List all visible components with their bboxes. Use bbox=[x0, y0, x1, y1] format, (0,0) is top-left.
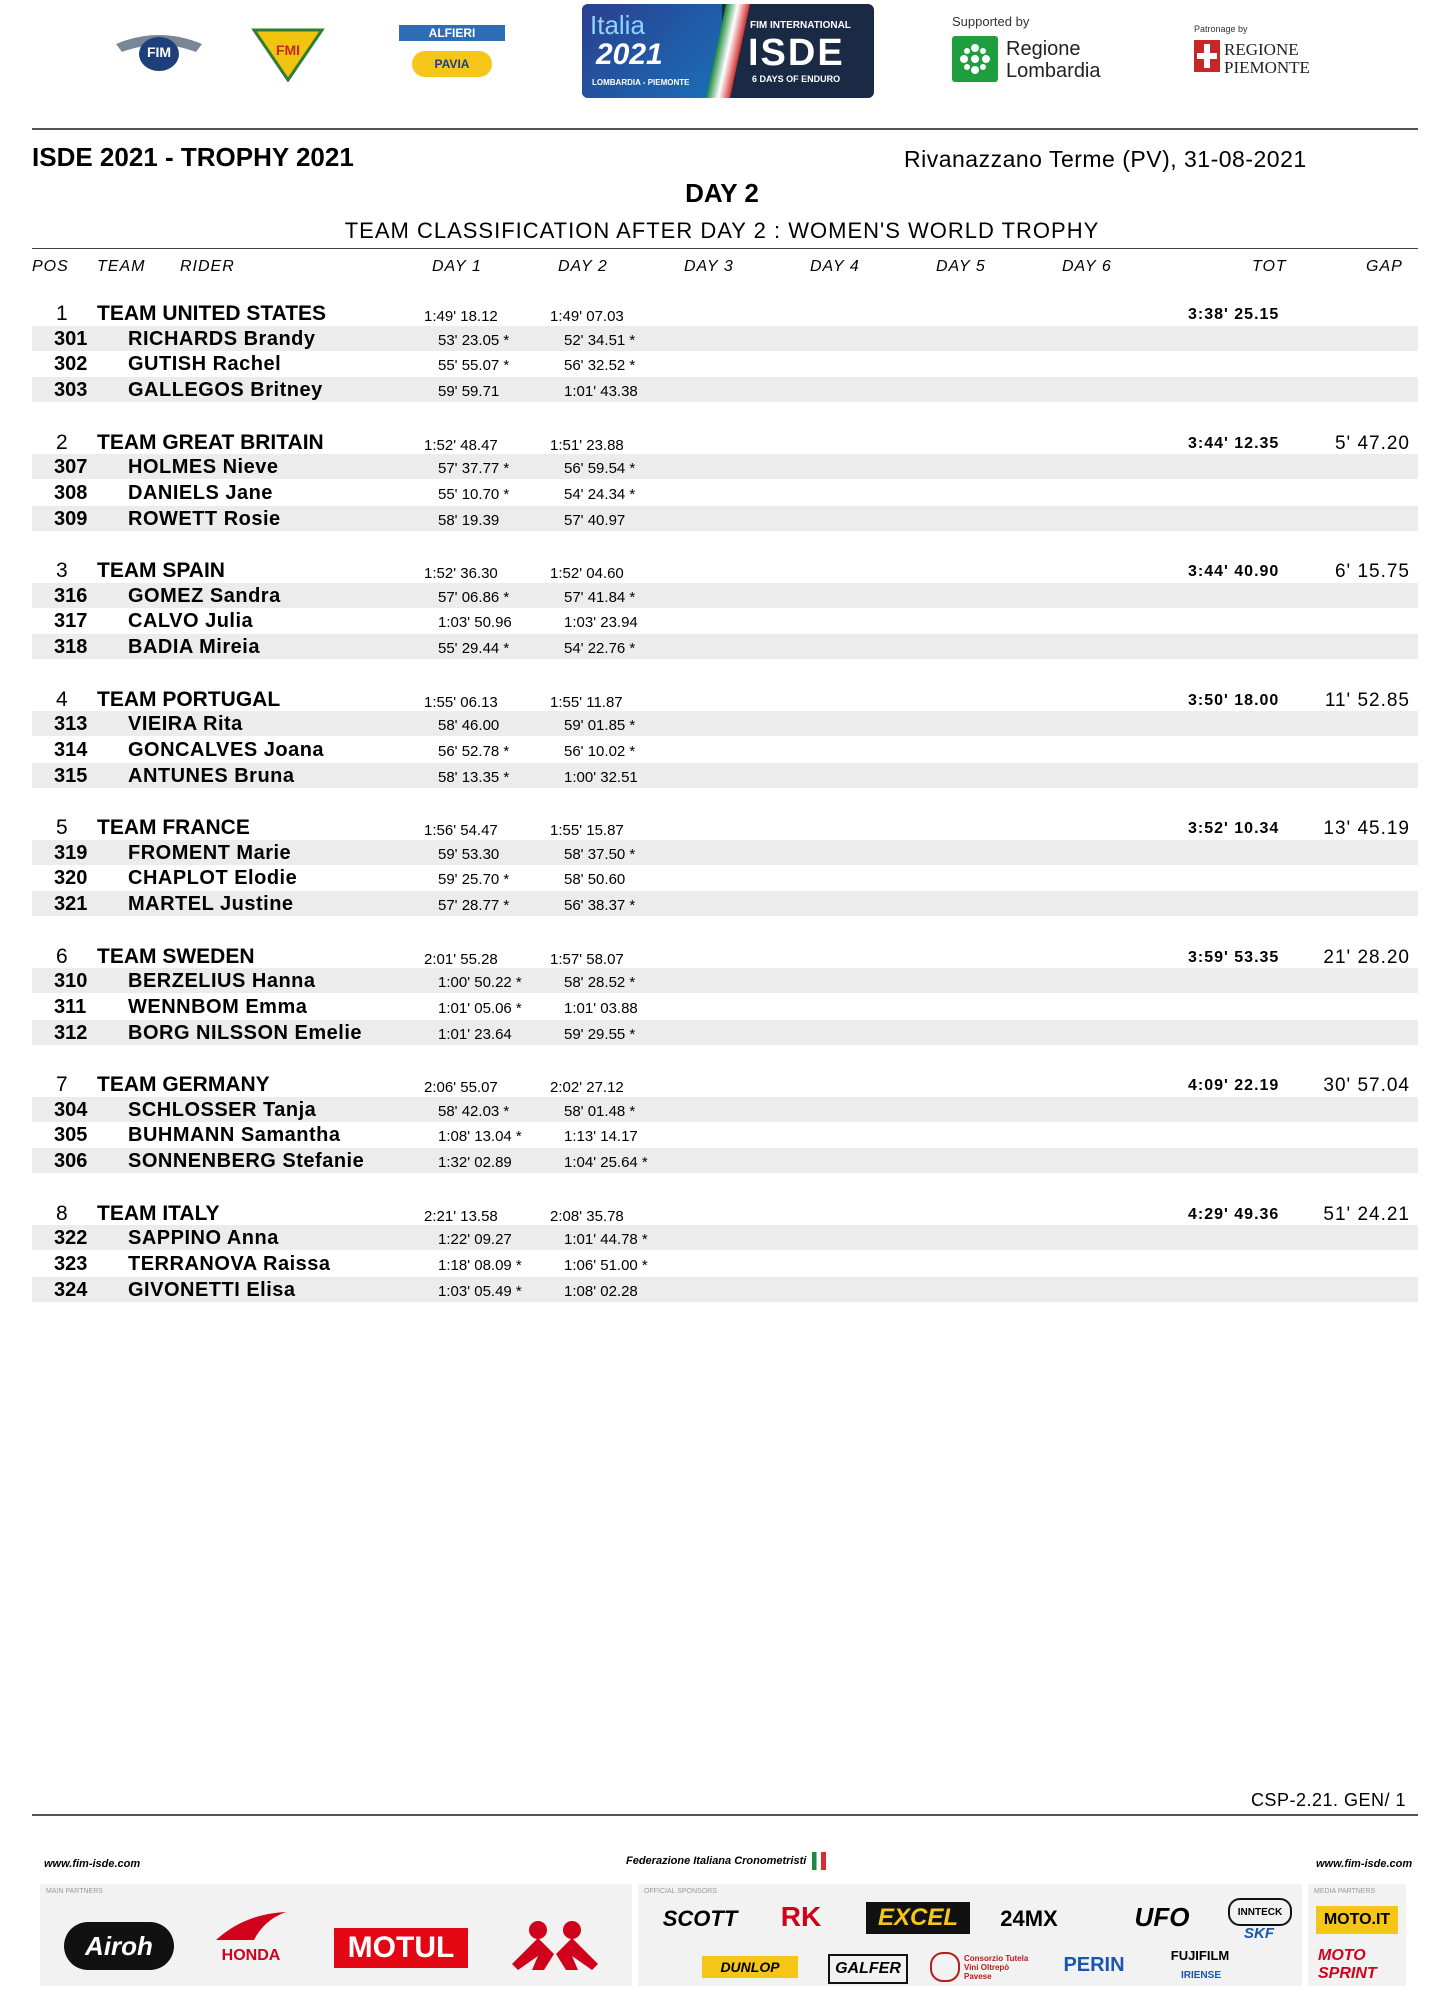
rider-day1-time: 58' 19.39 bbox=[438, 511, 500, 529]
team-row bbox=[32, 1200, 1418, 1225]
header-rule bbox=[32, 128, 1418, 130]
rider-row bbox=[32, 1122, 1418, 1147]
event-title: ISDE 2021 - TROPHY 2021 bbox=[32, 142, 354, 172]
regione-lombardia-logo: Supported by Regione Lombardia bbox=[952, 14, 1101, 82]
rider-number: 315 bbox=[54, 764, 88, 787]
team-day2-time: 2:08' 35.78 bbox=[550, 1207, 624, 1225]
team-position: 8 bbox=[56, 1201, 68, 1225]
rider-number: 301 bbox=[54, 327, 88, 350]
airoh-logo: Airoh bbox=[64, 1922, 174, 1970]
rider-row bbox=[32, 994, 1418, 1019]
team-day1-time: 1:55' 06.13 bbox=[424, 693, 498, 711]
team-total-time: 4:09' 22.19 bbox=[1188, 1077, 1280, 1094]
rider-day2-time: 58' 50.60 bbox=[564, 871, 626, 889]
col-pos: POS bbox=[32, 258, 69, 275]
main-partners-label: MAIN PARTNERS bbox=[46, 1888, 103, 1895]
col-day4: DAY 4 bbox=[810, 258, 860, 275]
consorzio-emblem-icon bbox=[930, 1952, 960, 1982]
rider-day1-time: 1:03' 50.96 bbox=[438, 614, 512, 632]
rider-day1-time: 57' 37.77 * bbox=[438, 460, 510, 478]
kappa-logo bbox=[508, 1916, 602, 1972]
rider-day1-time: 58' 42.03 * bbox=[438, 1102, 510, 1120]
rider-day2-time: 1:01' 03.88 bbox=[564, 999, 638, 1017]
team-gap: 11' 52.85 bbox=[1324, 689, 1410, 711]
rider-row bbox=[32, 865, 1418, 890]
rider-number: 314 bbox=[54, 738, 88, 761]
galfer-logo: GALFER bbox=[828, 1954, 908, 1984]
rider-day2-time: 54' 22.76 * bbox=[564, 640, 636, 658]
rider-name: WENNBOM Emma bbox=[128, 995, 308, 1018]
rider-row bbox=[32, 1097, 1418, 1122]
team-name: TEAM PORTUGAL bbox=[97, 687, 281, 711]
rider-number: 309 bbox=[54, 507, 88, 530]
rider-name: ANTUNES Bruna bbox=[128, 764, 295, 787]
rider-day2-time: 1:01' 43.38 bbox=[564, 383, 638, 401]
rider-day2-time: 1:13' 14.17 bbox=[564, 1128, 638, 1146]
rider-row bbox=[32, 891, 1418, 916]
rider-day1-time: 1:08' 13.04 * bbox=[438, 1128, 522, 1146]
rider-day2-time: 56' 10.02 * bbox=[564, 742, 636, 760]
rider-name: BORG NILSSON Emelie bbox=[128, 1021, 362, 1044]
rider-number: 302 bbox=[54, 353, 88, 376]
rider-name: HOLMES Nieve bbox=[128, 456, 279, 479]
team-name: TEAM GERMANY bbox=[97, 1073, 270, 1096]
scott-logo: SCOTT bbox=[662, 1906, 738, 1931]
team-total-time: 4:29' 49.36 bbox=[1188, 1205, 1280, 1223]
rider-day2-time: 57' 40.97 bbox=[564, 511, 626, 529]
isde-italia-2021-logo: Italia 2021 LOMBARDIA - PIEMONTE FIM INTERNATIONAL ISDE 6 DAYS OF ENDURO bbox=[582, 4, 874, 98]
team-row bbox=[32, 429, 1418, 454]
rider-day2-time: 1:04' 25.64 * bbox=[564, 1154, 648, 1172]
team-gap: 51' 24.21 bbox=[1323, 1203, 1410, 1225]
site-left: www.fim-isde.com bbox=[44, 1858, 141, 1870]
media-partners-label: MEDIA PARTNERS bbox=[1314, 1888, 1376, 1895]
rider-day1-time: 57' 06.86 * bbox=[438, 588, 510, 606]
rider-day2-time: 52' 34.51 * bbox=[564, 331, 636, 349]
alfieri-pavia-logo: ALFIERI PAVIA bbox=[398, 20, 506, 82]
site-right: www.fim-isde.com bbox=[1316, 1858, 1413, 1870]
skf-logo: SKF bbox=[1244, 1924, 1274, 1942]
team-day1-time: 1:49' 18.12 bbox=[424, 308, 498, 325]
rider-day2-time: 58' 28.52 * bbox=[564, 974, 636, 992]
team-name: TEAM SWEDEN bbox=[97, 944, 255, 968]
rider-day1-time: 1:03' 05.49 * bbox=[438, 1282, 522, 1300]
rider-number: 308 bbox=[54, 481, 88, 504]
rider-number: 307 bbox=[54, 456, 88, 479]
rider-day2-time: 59' 29.55 * bbox=[564, 1025, 636, 1043]
rider-row bbox=[32, 506, 1418, 531]
team-total-time: 3:59' 53.35 bbox=[1188, 948, 1280, 966]
rider-row bbox=[32, 711, 1418, 736]
team-gap: 21' 28.20 bbox=[1323, 946, 1410, 968]
team-position: 7 bbox=[56, 1073, 68, 1096]
rider-day2-time: 56' 32.52 * bbox=[564, 357, 636, 375]
rider-day1-time: 53' 23.05 * bbox=[438, 331, 510, 349]
rider-day1-time: 59' 25.70 * bbox=[438, 871, 510, 889]
team-position: 3 bbox=[56, 559, 68, 582]
rider-name: ROWETT Rosie bbox=[128, 507, 281, 530]
rider-name: CHAPLOT Elodie bbox=[128, 867, 298, 890]
consorzio-logo: Consorzio Tutela Vini Oltrepò Pavese bbox=[930, 1950, 1034, 1984]
honda-wing-icon bbox=[214, 1910, 288, 1944]
team-position: 4 bbox=[56, 687, 68, 711]
team-row bbox=[32, 300, 1418, 325]
rider-row bbox=[32, 1020, 1418, 1045]
rider-number: 303 bbox=[54, 379, 88, 402]
col-day1: DAY 1 bbox=[432, 258, 482, 275]
rider-number: 318 bbox=[54, 636, 88, 659]
team-position: 2 bbox=[56, 430, 68, 454]
rider-name: SAPPINO Anna bbox=[128, 1227, 279, 1250]
rider-day2-time: 1:08' 02.28 bbox=[564, 1282, 638, 1300]
team-day2-time: 1:55' 15.87 bbox=[550, 822, 624, 839]
honda-logo: HONDA bbox=[221, 1947, 281, 1964]
rider-name: GALLEGOS Britney bbox=[128, 379, 323, 402]
rider-day2-time: 58' 37.50 * bbox=[564, 845, 636, 863]
team-row bbox=[32, 557, 1418, 582]
motosprint-logo: MOTO SPRINT bbox=[1318, 1947, 1377, 1982]
col-gap: GAP bbox=[1366, 258, 1403, 275]
location-date: Rivanazzano Terme (PV), 31-08-2021 bbox=[904, 146, 1307, 172]
team-name: TEAM SPAIN bbox=[97, 559, 225, 582]
rider-number: 317 bbox=[54, 610, 88, 633]
rider-name: DANIELS Jane bbox=[128, 481, 273, 504]
rider-day2-time: 56' 59.54 * bbox=[564, 460, 636, 478]
team-total-time: 3:44' 12.35 bbox=[1188, 434, 1280, 452]
rider-day1-time: 1:01' 05.06 * bbox=[438, 999, 522, 1017]
day-title: DAY 2 bbox=[685, 178, 759, 208]
col-tot: TOT bbox=[1252, 258, 1287, 275]
rider-name: GONCALVES Joana bbox=[128, 738, 325, 761]
federation: Federazione Italiana Cronometristi bbox=[626, 1852, 826, 1870]
rider-row bbox=[32, 1251, 1418, 1276]
rider-name: GOMEZ Sandra bbox=[128, 584, 281, 607]
col-day6: DAY 6 bbox=[1062, 258, 1112, 275]
rider-day1-time: 1:01' 23.64 bbox=[438, 1025, 512, 1043]
rider-name: TERRANOVA Raissa bbox=[128, 1252, 331, 1275]
col-day3: DAY 3 bbox=[684, 258, 734, 275]
rider-day2-time: 54' 24.34 * bbox=[564, 485, 636, 503]
team-gap: 6' 15.75 bbox=[1334, 561, 1410, 582]
rider-day2-time: 56' 38.37 * bbox=[564, 897, 636, 915]
team-total-time: 3:52' 10.34 bbox=[1188, 820, 1280, 837]
motoit-logo: MOTO.IT bbox=[1316, 1906, 1398, 1934]
official-sponsors-label: OFFICIAL SPONSORS bbox=[644, 1888, 717, 1895]
rider-number: 320 bbox=[54, 867, 88, 890]
rider-number: 319 bbox=[54, 841, 88, 864]
rider-day2-time: 1:00' 32.51 bbox=[564, 768, 638, 786]
24mx-logo: 24MX bbox=[1000, 1906, 1058, 1931]
rider-row bbox=[32, 763, 1418, 788]
rider-row bbox=[32, 737, 1418, 762]
rider-number: 316 bbox=[54, 584, 88, 607]
rider-number: 323 bbox=[54, 1252, 88, 1275]
rider-day2-time: 1:01' 44.78 * bbox=[564, 1231, 648, 1249]
rider-row bbox=[32, 377, 1418, 402]
rider-day2-time: 58' 01.48 * bbox=[564, 1102, 636, 1120]
team-day1-time: 2:06' 55.07 bbox=[424, 1079, 498, 1096]
rk-logo: RK bbox=[780, 1901, 822, 1932]
rider-day1-time: 59' 53.30 bbox=[438, 845, 500, 863]
rider-number: 311 bbox=[54, 995, 87, 1018]
footer-rule bbox=[32, 1814, 1418, 1816]
team-day2-time: 1:49' 07.03 bbox=[550, 308, 624, 325]
rider-day1-time: 58' 13.35 * bbox=[438, 768, 510, 786]
rider-name: VIEIRA Rita bbox=[128, 713, 243, 736]
col-day2: DAY 2 bbox=[558, 258, 608, 275]
rider-row bbox=[32, 1225, 1418, 1250]
title-rule bbox=[32, 248, 1418, 249]
rider-row bbox=[32, 326, 1418, 351]
rider-row bbox=[32, 583, 1418, 608]
rider-row bbox=[32, 634, 1418, 659]
rider-name: SCHLOSSER Tanja bbox=[128, 1098, 317, 1121]
rider-name: BUHMANN Samantha bbox=[128, 1124, 341, 1147]
team-day2-time: 1:55' 11.87 bbox=[550, 693, 623, 711]
team-day1-time: 2:21' 13.58 bbox=[424, 1207, 498, 1225]
iriense-logo: IRIENSE bbox=[1180, 1969, 1221, 1981]
team-name: TEAM GREAT BRITAIN bbox=[97, 430, 324, 454]
team-position: 5 bbox=[56, 816, 68, 839]
team-day2-time: 1:51' 23.88 bbox=[550, 436, 624, 454]
rider-row bbox=[32, 454, 1418, 479]
team-total-time: 3:38' 25.15 bbox=[1188, 306, 1280, 323]
rider-number: 322 bbox=[54, 1227, 88, 1250]
col-day5: DAY 5 bbox=[936, 258, 986, 275]
classification-title: TEAM CLASSIFICATION AFTER DAY 2 : WOMEN'S WORLD TROPHY bbox=[344, 218, 1100, 243]
rider-day2-time: 1:03' 23.94 bbox=[564, 614, 638, 632]
team-row bbox=[32, 686, 1418, 711]
fmi-logo: FMI bbox=[250, 22, 326, 82]
perin-logo: PERIN bbox=[1063, 1953, 1125, 1976]
rider-name: CALVO Julia bbox=[128, 610, 254, 633]
ufo-logo: UFO bbox=[1134, 1901, 1190, 1932]
rider-day1-time: 59' 59.71 bbox=[438, 383, 500, 401]
team-total-time: 3:44' 40.90 bbox=[1188, 563, 1280, 580]
regione-piemonte-logo: Patronage by REGIONE PIEMONTE bbox=[1194, 24, 1310, 77]
rider-number: 304 bbox=[54, 1098, 88, 1121]
team-day1-time: 1:52' 48.47 bbox=[424, 436, 498, 454]
rider-number: 324 bbox=[54, 1278, 88, 1301]
team-position: 1 bbox=[56, 302, 68, 325]
rider-number: 305 bbox=[54, 1124, 88, 1147]
team-row bbox=[32, 943, 1418, 968]
rider-number: 310 bbox=[54, 970, 88, 993]
rider-day2-time: 57' 41.84 * bbox=[564, 588, 636, 606]
team-position: 6 bbox=[56, 944, 68, 968]
team-total-time: 3:50' 18.00 bbox=[1188, 691, 1280, 709]
dunlop-logo: DUNLOP bbox=[702, 1956, 798, 1978]
rider-day1-time: 1:00' 50.22 * bbox=[438, 974, 522, 992]
team-day2-time: 2:02' 27.12 bbox=[550, 1079, 624, 1096]
page-code: CSP-2.21. GEN/ 1 bbox=[1250, 1790, 1406, 1810]
rider-number: 321 bbox=[54, 893, 88, 916]
rider-row bbox=[32, 608, 1418, 633]
rider-row bbox=[32, 351, 1418, 376]
rider-day2-time: 59' 01.85 * bbox=[564, 717, 636, 735]
flag-icon bbox=[812, 1852, 826, 1870]
team-day1-time: 2:01' 55.28 bbox=[424, 950, 498, 968]
rider-day1-time: 55' 29.44 * bbox=[438, 640, 510, 658]
rider-name: RICHARDS Brandy bbox=[128, 327, 316, 350]
rider-name: GIVONETTI Elisa bbox=[128, 1278, 296, 1301]
rider-day1-time: 55' 10.70 * bbox=[438, 485, 510, 503]
team-day2-time: 1:57' 58.07 bbox=[550, 950, 624, 968]
team-row bbox=[32, 814, 1418, 839]
team-name: TEAM UNITED STATES bbox=[97, 302, 327, 325]
rider-row bbox=[32, 968, 1418, 993]
fujifilm-logo: FUJIFILM bbox=[1170, 1947, 1230, 1963]
team-name: TEAM ITALY bbox=[97, 1201, 220, 1225]
rider-number: 306 bbox=[54, 1150, 88, 1173]
rider-day1-time: 56' 52.78 * bbox=[438, 742, 510, 760]
rider-day1-time: 55' 55.07 * bbox=[438, 357, 510, 375]
rider-name: BERZELIUS Hanna bbox=[128, 970, 316, 993]
col-rider: RIDER bbox=[180, 258, 235, 275]
team-gap: 13' 45.19 bbox=[1323, 818, 1410, 839]
motul-logo: MOTUL bbox=[334, 1928, 468, 1968]
rider-row bbox=[32, 840, 1418, 865]
team-day1-time: 1:52' 36.30 bbox=[424, 565, 498, 582]
rider-number: 313 bbox=[54, 713, 88, 736]
team-day1-time: 1:56' 54.47 bbox=[424, 822, 498, 839]
excel-logo: EXCEL bbox=[866, 1902, 970, 1934]
rider-name: BADIA Mireia bbox=[128, 636, 260, 659]
innteck-logo: INNTECK bbox=[1228, 1898, 1292, 1926]
team-gap: 30' 57.04 bbox=[1323, 1075, 1410, 1096]
rider-row bbox=[32, 480, 1418, 505]
team-gap: 5' 47.20 bbox=[1334, 432, 1410, 454]
rider-day2-time: 1:06' 51.00 * bbox=[564, 1256, 648, 1274]
rider-name: SONNENBERG Stefanie bbox=[128, 1150, 365, 1173]
team-name: TEAM FRANCE bbox=[97, 816, 250, 839]
rider-day1-time: 58' 46.00 bbox=[438, 717, 500, 735]
rider-number: 312 bbox=[54, 1021, 88, 1044]
rider-day1-time: 1:32' 02.89 bbox=[438, 1154, 512, 1172]
rider-row bbox=[32, 1277, 1418, 1302]
rider-day1-time: 1:22' 09.27 bbox=[438, 1231, 512, 1249]
rider-row bbox=[32, 1148, 1418, 1173]
col-team: TEAM bbox=[97, 258, 146, 275]
rider-day1-time: 57' 28.77 * bbox=[438, 897, 510, 915]
rider-name: FROMENT Marie bbox=[128, 841, 292, 864]
rider-day1-time: 1:18' 08.09 * bbox=[438, 1256, 522, 1274]
fim-logo: FIM bbox=[112, 26, 206, 76]
team-row bbox=[32, 1071, 1418, 1096]
team-day2-time: 1:52' 04.60 bbox=[550, 565, 624, 582]
rider-name: MARTEL Justine bbox=[128, 893, 294, 916]
rider-name: GUTISH Rachel bbox=[128, 353, 282, 376]
